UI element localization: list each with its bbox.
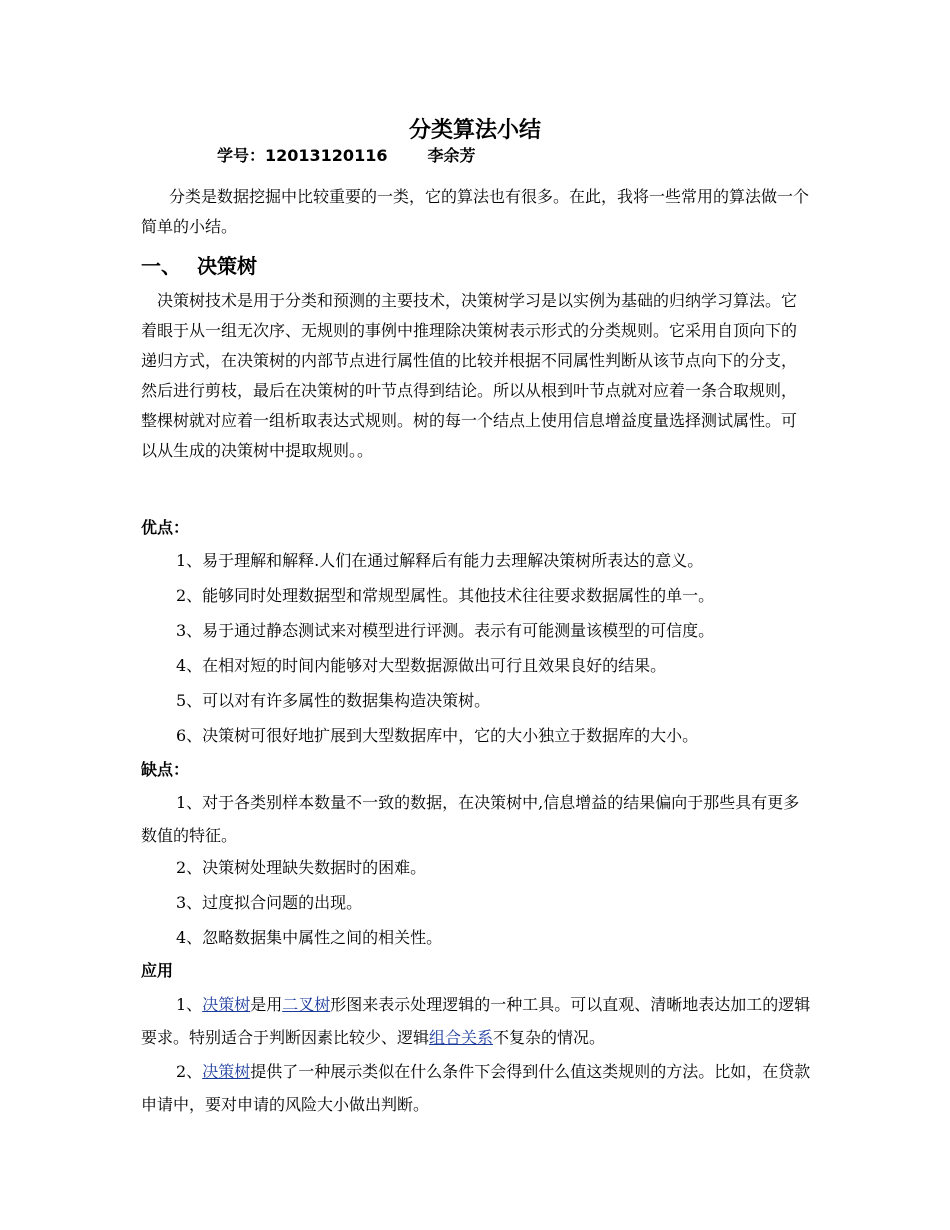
decision-tree-link[interactable]: 决策树 [202, 1062, 251, 1081]
document-title: 分类算法小结 [408, 118, 541, 143]
pros-item: 5、可以对有许多属性的数据集构造决策树。 [176, 691, 491, 710]
pros-item: 4、在相对短的时间内能够对大型数据源做出可行且效果良好的结果。 [176, 656, 667, 675]
pros-item: 1、易于理解和解释.人们在通过解释后有能力去理解决策树所表达的意义。 [176, 551, 704, 570]
application-item [141, 1055, 811, 1121]
cons-item: 2、决策树处理缺失数据时的困难。 [176, 858, 427, 877]
intro-paragraph: 分类是数据挖掘中比较重要的一类，它的算法也有很多。在此，我将一些常用的算法做一个简单的小结。 [141, 187, 810, 236]
cons-item: 4、忽略数据集中属性之间的相关性。 [176, 928, 443, 947]
student-id: 学号：12013120116 [217, 146, 388, 165]
section-title: 决策树 [197, 254, 257, 278]
app-item-prefix: 2、 [176, 1062, 203, 1081]
pros-item: 2、能够同时处理数据型和常规型属性。其他技术往往要求数据属性的单一。 [176, 586, 715, 605]
pros-item: 6、决策树可很好地扩展到大型数据库中，它的大小独立于数据库的大小。 [176, 726, 699, 745]
section-number: 一、 [141, 254, 181, 278]
app-text: 是用 [250, 995, 283, 1014]
student-name: 李余芳 [427, 146, 476, 165]
section-heading [141, 250, 257, 279]
combination-relation-link[interactable]: 组合关系 [429, 1028, 494, 1047]
application-label: 应用 [141, 961, 174, 980]
binary-tree-link[interactable]: 二叉树 [282, 995, 331, 1014]
cons-label: 缺点： [141, 760, 190, 779]
section-paragraph: 决策树技术是用于分类和预测的主要技术，决策树学习是以实例为基础的归纳学习算法。它着眼于从一组无次序、无规则的事例中推理除决策树表示形式的分类规则。它采用自顶向下的递归方式，在决策树的内部节点进行属性值的比较并根据不同属性判断从该节点向下的分支，然后进行剪枝，最后在决策树的叶节点得到结论。所以从根到叶节点就对应着一条合取规则，整棵树就对应着一组析取表达式规则。树的每一个结点上使用信息增益度量选择测试属性。可以从生成的决策树中提取规则。。 [141, 291, 798, 460]
app-text: 提供了一种展示类似在什么条件下会得到什么值这类规则的方法。比如，在贷款申请中，要对申请的风险大小做出判断。 [141, 1062, 811, 1114]
application-item [141, 988, 811, 1054]
decision-tree-link[interactable]: 决策树 [202, 995, 251, 1014]
cons-item: 1、对于各类别样本数量不一致的数据，在决策树中,信息增益的结果偏向于那些具有更多数值的特征。 [141, 793, 800, 845]
cons-item: 3、过度拟合问题的出现。 [176, 893, 363, 912]
app-text: 形图来表示处理逻辑的一种工具。可以直观、清晰地表达加工的逻辑要求。特别适合于判断因素比较少、逻辑 [141, 995, 811, 1047]
student-info [217, 143, 475, 166]
app-text: 不复杂的情况。 [493, 1028, 606, 1047]
pros-label: 优点： [141, 518, 190, 537]
pros-item: 3、易于通过静态测试来对模型进行评测。表示有可能测量该模型的可信度。 [176, 621, 715, 640]
app-item-prefix: 1、 [176, 995, 203, 1014]
